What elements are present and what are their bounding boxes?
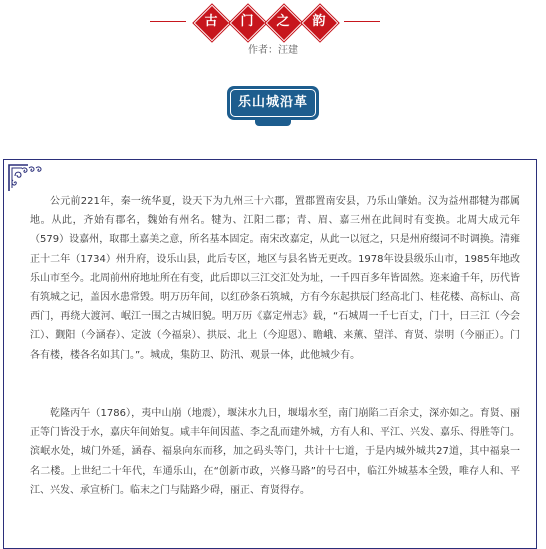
badge-tab-decoration xyxy=(255,120,291,126)
title-diamond-4 xyxy=(305,8,333,36)
title-char: 韵 xyxy=(312,14,326,29)
author-line: 作者：汪建 xyxy=(248,45,298,56)
title-diamond-1 xyxy=(197,8,225,36)
title-char: 之 xyxy=(276,14,290,29)
section-title-badge xyxy=(227,86,319,120)
article-title xyxy=(0,4,546,40)
section-title: 乐山城沿革 xyxy=(237,95,308,110)
corner-ornament-icon xyxy=(8,164,52,192)
content-frame xyxy=(3,159,537,549)
title-left-line xyxy=(150,21,186,22)
body-paragraph: 乾隆丙午（1786），夷中山崩（地震），堰沫水九日，堰塌水至，南门崩陷二百余丈，深亦如之。育贤、丽正等门皆没于水，嘉庆年间始复。咸丰年间因蓝、李之乱而建外城，方有人和、平江、兴发、嘉乐、得胜等门。滨岷水处，城门外延，涵春、福泉向东而移，加之码头等门，共计十七道，于是内城外城共27道，其中福泉一名二楼。上世纪二十年代，车通乐山，在“创新市政，兴修马路”的号召中，临江外城基本全毁，唯存人和、平江、兴发、承宣桥门。临末之门与陆路少碍，丽正、育贤得存。 xyxy=(30,408,520,496)
body-paragraph: 公元前221年，秦一统华夏，设天下为九州三十六郡，置郡置南安县，乃乐山肇始。汉为益州郡犍为郡属地。从此，齐始有郡名，魏始有州名。犍为、江阳二郡；青、眉、嘉三州在此间时有变换。北周大成元年（579）设嘉州，取郡土嘉美之意，所名基本固定。南宋改嘉定，从此一以冠之，只是州府缀词不时调换。清雍正十二年（1734）州升府，设乐山县，此后专区，地区与县名皆无更改。1978年设县级乐山市，1985年地改乐山市至今。北周前州府地址所在有变，此后即以三江交汇处为址，一千四百多年皆固然。迩来逾千年，历代皆有筑城之记，盖因水患常毁。明万历年间，以红砂条石筑城，方有今东起拱辰门经高北门、桂花楼、高标山、高西门，再绕大渡河、岷江一围之古城旧貌。明万历《嘉定州志》载，“石城周一千七百丈，门十，曰三江（今会江）、觐阳（今涵春）、定波（今福泉）、拱辰、北上（今迎恩）、瞻峨、来薰、望洋、育贤、崇明（今丽正）。门各有楼，楼各名如其门。”。城成，集防卫、防汛、观景一体，此他城少有。 xyxy=(30,196,520,361)
title-diamond-3 xyxy=(269,8,297,36)
title-char: 古 xyxy=(204,14,218,29)
title-right-line xyxy=(344,21,380,22)
title-diamond-2 xyxy=(233,8,261,36)
title-char: 门 xyxy=(240,14,254,29)
